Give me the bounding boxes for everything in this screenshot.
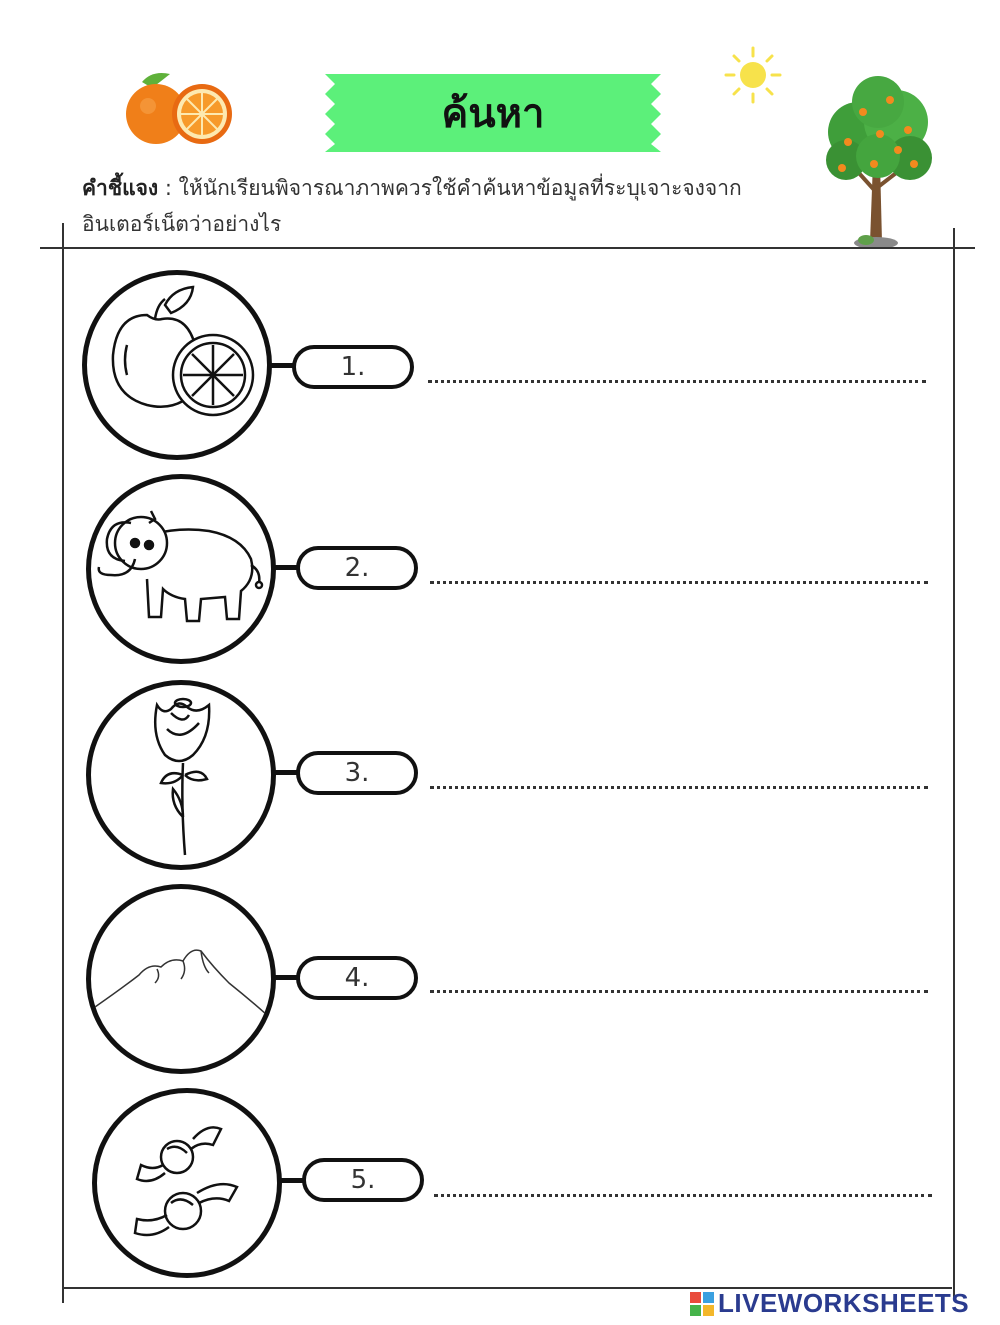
picture-circle-5: [92, 1088, 282, 1278]
liveworksheets-logo: [690, 1288, 969, 1319]
elephant-icon: [91, 479, 271, 659]
logo-mark-icon: [690, 1292, 714, 1316]
instructions-label: คำชี้แจง: [82, 176, 159, 200]
item-number-5: 5.: [302, 1158, 424, 1202]
instructions-separator: :: [158, 176, 179, 200]
orange-icon: [87, 275, 267, 455]
picture-circle-1: [82, 270, 272, 460]
mountain-icon: [91, 889, 271, 1069]
orange-tree-icon: [818, 72, 942, 250]
answer-field-5[interactable]: [434, 1166, 932, 1197]
item-number-1: 1.: [292, 345, 414, 389]
picture-circle-3: [86, 680, 276, 870]
answer-field-4[interactable]: [430, 962, 928, 993]
frame-top-line: [40, 247, 975, 249]
sun-icon: [722, 46, 784, 104]
candy-icon: [97, 1093, 277, 1273]
frame-left-line: [62, 223, 64, 1303]
picture-circle-4: [86, 884, 276, 1074]
orange-decoration-icon: [112, 68, 242, 150]
answer-field-3[interactable]: [430, 758, 928, 789]
logo-text: LIVEWORKSHEETS: [718, 1288, 970, 1318]
answer-field-2[interactable]: [430, 553, 928, 584]
answer-field-1[interactable]: [428, 352, 926, 383]
frame-right-line: [953, 228, 955, 1298]
item-number-4: 4.: [296, 956, 418, 1000]
rose-icon: [91, 685, 271, 865]
instructions-text: ให้นักเรียนพิจารณาภาพควรใช้คำค้นหาข้อมูลที่ระบุเจาะจงจากอินเตอร์เน็ตว่าอย่างไร: [82, 176, 742, 236]
picture-circle-2: [86, 474, 276, 664]
item-number-3: 3.: [296, 751, 418, 795]
item-number-2: 2.: [296, 546, 418, 590]
title-banner: [325, 74, 661, 152]
page-title: ค้นหา: [441, 91, 545, 137]
instructions: [82, 170, 822, 242]
